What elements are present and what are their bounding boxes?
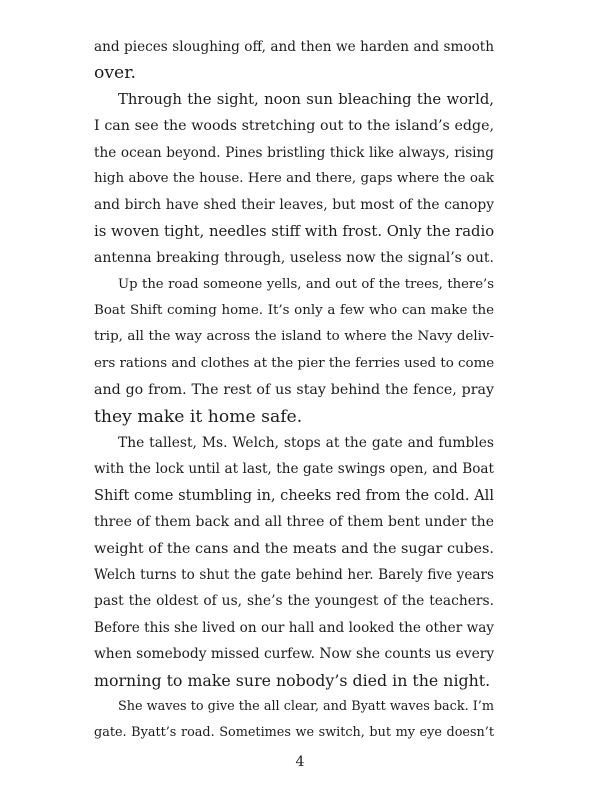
text-line: Boat Shift coming home. It’s only a few who can make the: [94, 303, 494, 318]
text-line: The tallest, Ms. Welch, stops at the gate and fumbles: [118, 435, 494, 451]
text-line: Shift come stumbling in, cheeks red from the cold. All: [94, 486, 494, 504]
text-line: morning to make sure nobody’s died in the night.: [94, 670, 491, 690]
text-line: Up the road someone yells, and out of the trees, there’s: [118, 276, 494, 292]
text-line: and pieces sloughing off, and then we harden and smooth: [94, 39, 494, 55]
text-line: high above the house. Here and there, gaps where the oak: [94, 171, 494, 186]
text-line: they make it home safe.: [94, 406, 303, 427]
text-line: I can see the woods stretching out to the island’s edge,: [94, 118, 494, 135]
text-line: gate. Byatt’s road. Sometimes we switch, but my eye doesn’t: [94, 725, 494, 741]
text-line: three of them back and all three of them bent under the: [94, 514, 494, 531]
text-line: weight of the cans and the meats and the sugar cubes.: [94, 540, 494, 557]
text-line: trip, all the way across the island to where the Navy deliv-: [94, 329, 494, 345]
text-line: and go from. The rest of us stay behind the fence, pray: [94, 382, 494, 399]
text-line: the ocean beyond. Pines bristling thick like always, rising: [94, 144, 494, 161]
page-number: 4: [295, 754, 305, 770]
text-line: ers rations and clothes at the pier the ferries used to come: [94, 355, 494, 371]
text-line: She waves to give the all clear, and Byatt waves back. I’m: [118, 699, 494, 714]
text-line: and birch have shed their leaves, but most of the canopy: [94, 197, 494, 214]
text-line: when somebody missed curfew. Now she counts us every: [94, 646, 494, 663]
text-line: past the oldest of us, she’s the youngest of the teachers.: [94, 593, 494, 610]
text-line: antenna breaking through, useless now the signal’s out.: [94, 250, 494, 267]
text-line: with the lock until at last, the gate swings open, and Boat: [94, 461, 494, 478]
text-line: Before this she lived on our hall and looked the other way: [94, 619, 494, 636]
text-line: is woven tight, needles stiff with frost. Only the radio: [94, 222, 494, 240]
text-line: Through the sight, noon sun bleaching the world,: [118, 90, 494, 108]
text-line: Welch turns to shut the gate behind her. Barely five years: [94, 567, 494, 583]
text-line: over.: [94, 63, 137, 84]
